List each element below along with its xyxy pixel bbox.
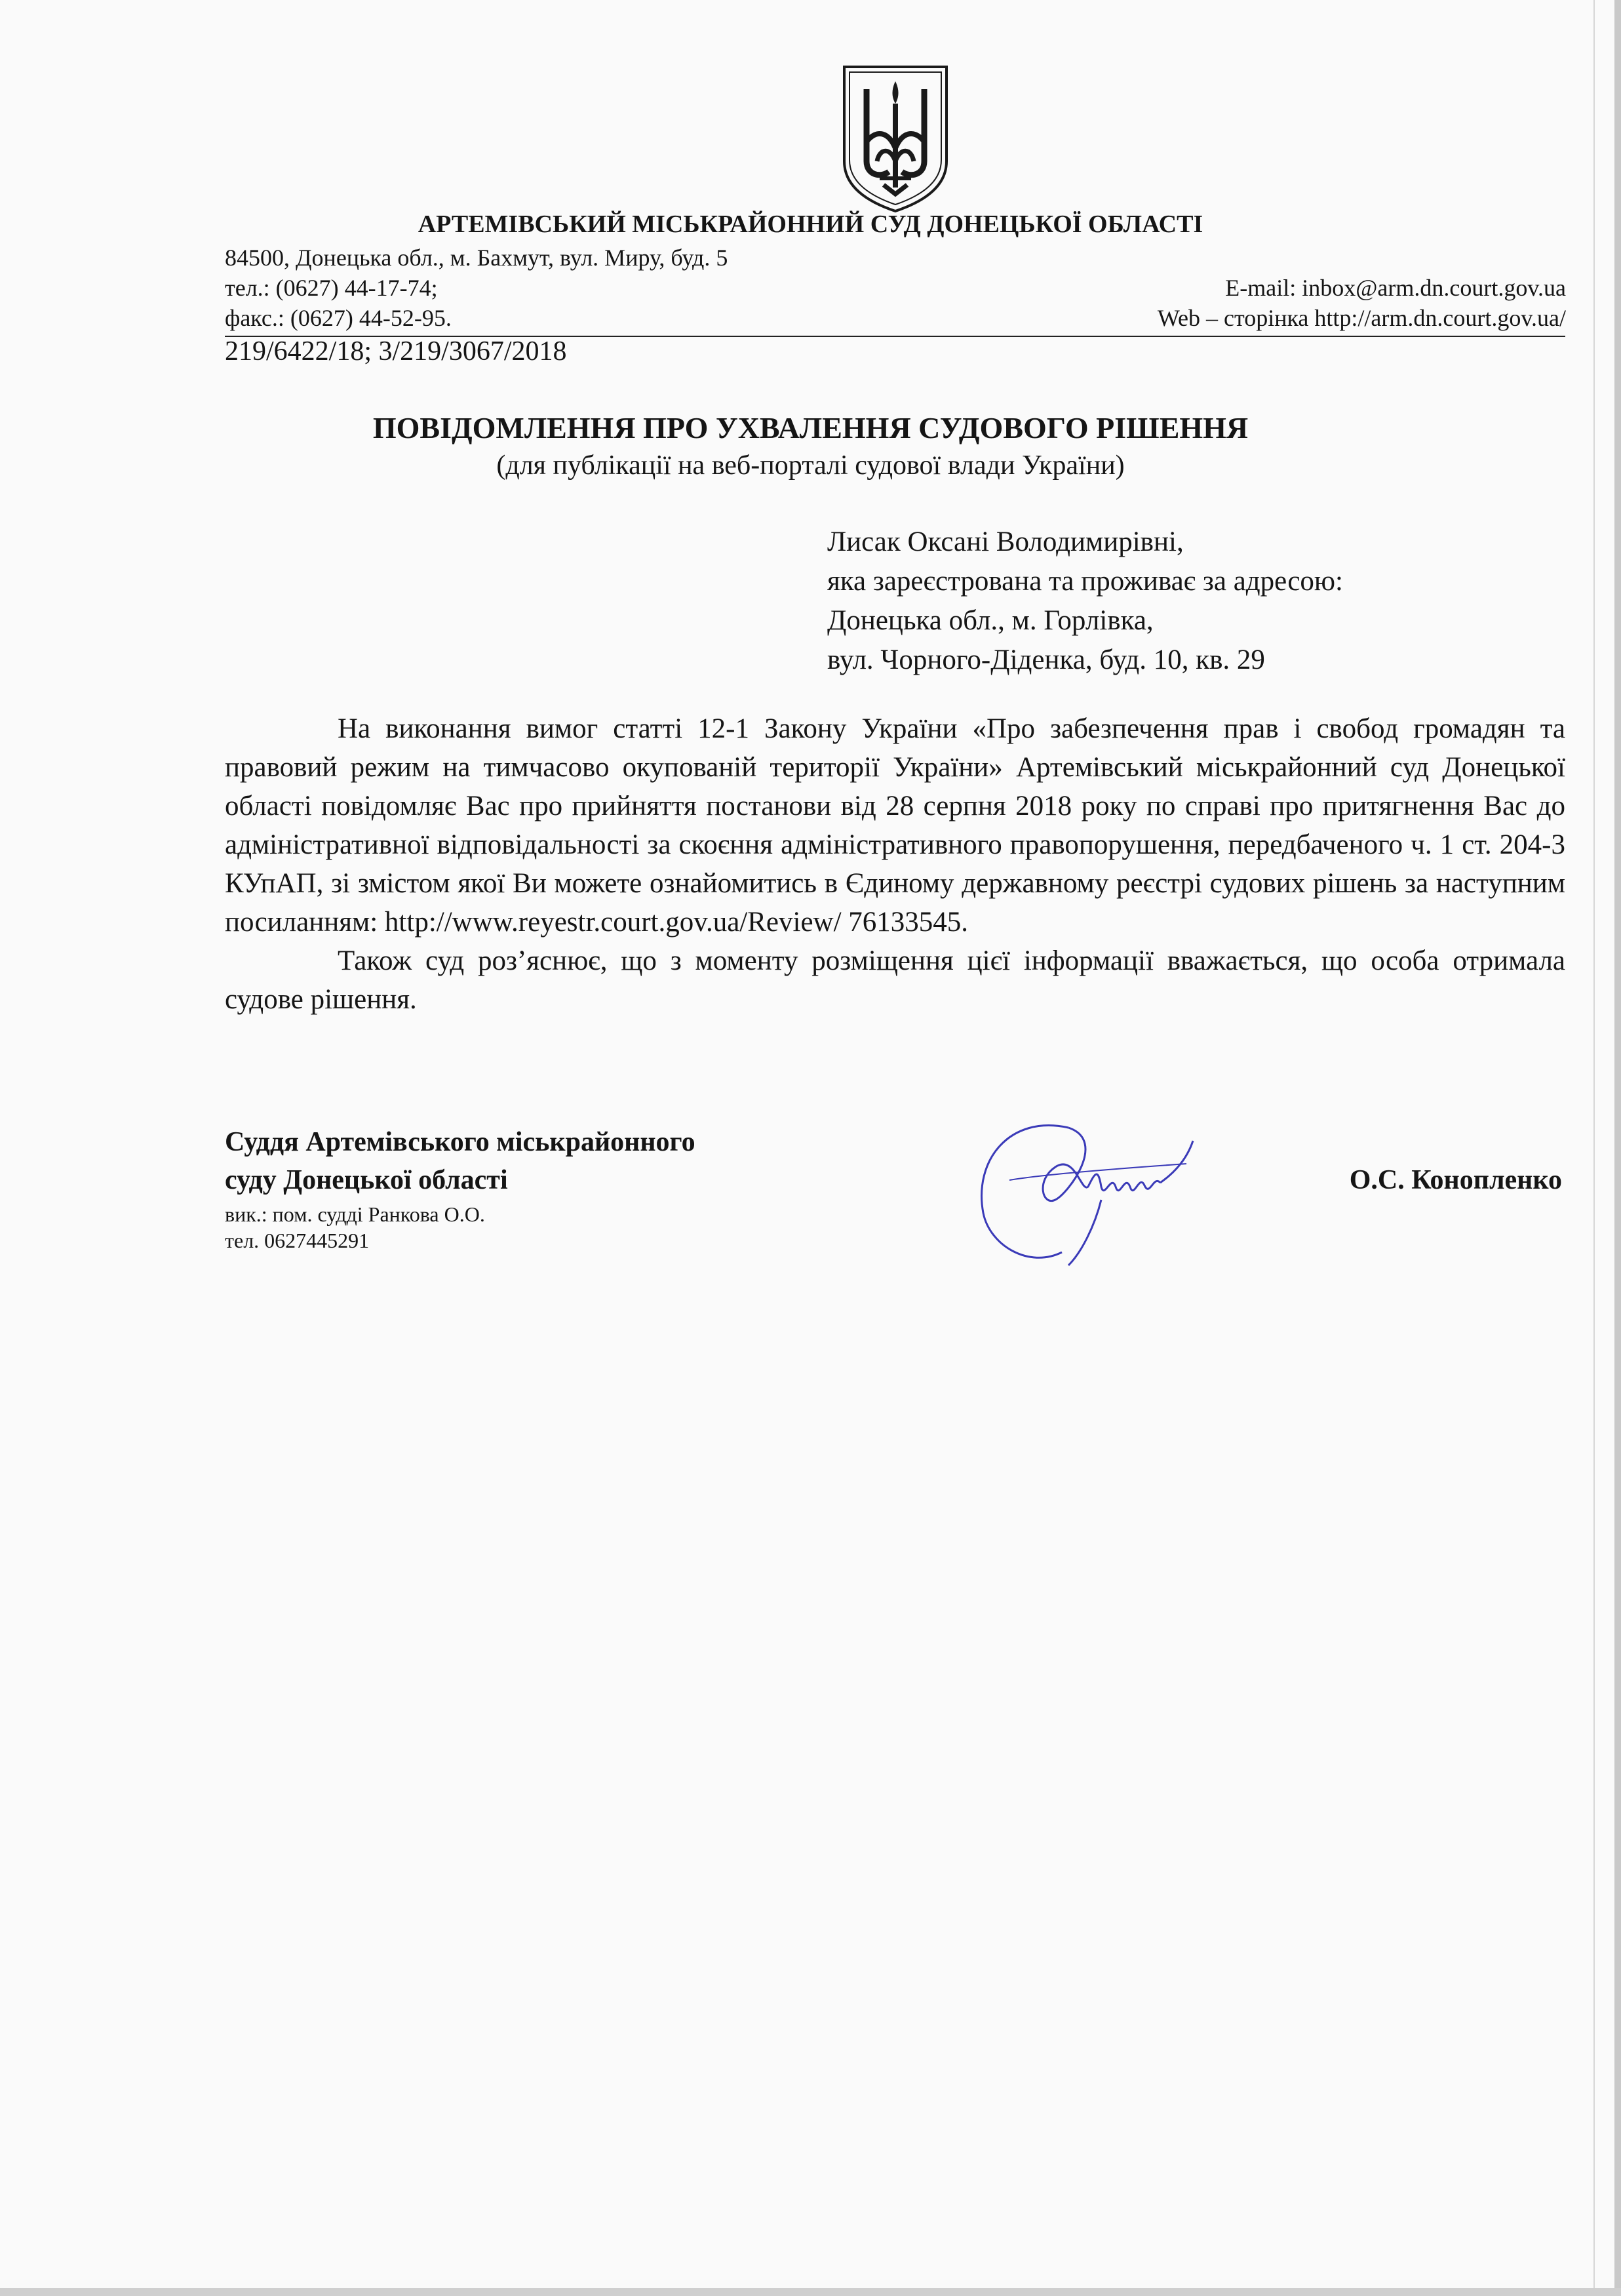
handwritten-signature [970, 1101, 1206, 1278]
scan-edge-line [1593, 0, 1595, 2296]
scan-edge-right [1614, 0, 1621, 2296]
court-phone: тел.: (0627) 44-17-74; [225, 275, 438, 301]
court-fax: факс.: (0627) 44-52-95. [225, 305, 452, 331]
executor-note: вик.: пом. судді Ранкова О.О. [225, 1202, 485, 1226]
tryzub-coat-of-arms-icon [840, 63, 950, 214]
judge-role-line-2: суду Донецької області [225, 1165, 508, 1195]
executor-phone: тел. 0627445291 [225, 1229, 370, 1252]
document-subtitle: (для публікації на веб-порталі судової влади України) [496, 450, 1125, 481]
addressee-street: вул. Чорного-Діденка, буд. 10, кв. 29 [827, 644, 1265, 675]
scan-edge-bottom [0, 2288, 1621, 2296]
judge-role-line-1: Суддя Артемівського міськрайонного [225, 1127, 695, 1157]
notice-paragraph-1: На виконання вимог статті 12-1 Закону України «Про забезпечення прав і свобод громадян та правовий режим на тимчасово окупованій території України» Артемівський міськрайонний суд Донецької області повідомляє Вас про прийняття постанови від 28 серпня 2018 року по справі про притягнення Вас до адміністративної відповідальності за скоєння адміністративного правопорушення, передбаченого ч. 1 ст. 204-3 КУпАП, зі змістом якої Ви можете ознайомитись в Єдиному державному реєстрі судових рішень за наступним посиланням: http://www.reyestr.court.gov.ua/Review/ 76133545. [225, 713, 1565, 938]
notice-body [225, 709, 1565, 1019]
judge-name: О.С. Конопленко [1349, 1165, 1562, 1195]
court-website: Web – сторінка http://arm.dn.court.gov.ua/ [1157, 305, 1566, 331]
document-title: ПОВІДОМЛЕННЯ ПРО УХВАЛЕННЯ СУДОВОГО РІШЕННЯ [372, 411, 1249, 445]
court-address: 84500, Донецька обл., м. Бахмут, вул. Миру, буд. 5 [225, 245, 728, 271]
case-number: 219/6422/18; 3/219/3067/2018 [225, 336, 567, 366]
addressee-line: яка зареєстрована та проживає за адресою: [827, 566, 1343, 597]
notice-paragraph-2: Також суд роз’яснює, що з моменту розміщення цієї інформації вважається, що особа отримала судове рішення. [225, 945, 1565, 1015]
addressee-name: Лисак Оксані Володимирівні, [827, 526, 1184, 557]
court-name: АРТЕМІВСЬКИЙ МІСЬКРАЙОННИЙ СУД ДОНЕЦЬКОЇ ОБЛАСТІ [418, 210, 1203, 238]
addressee-city: Донецька обл., м. Горлівка, [827, 605, 1154, 636]
court-email: E-mail: inbox@arm.dn.court.gov.ua [1225, 275, 1566, 301]
